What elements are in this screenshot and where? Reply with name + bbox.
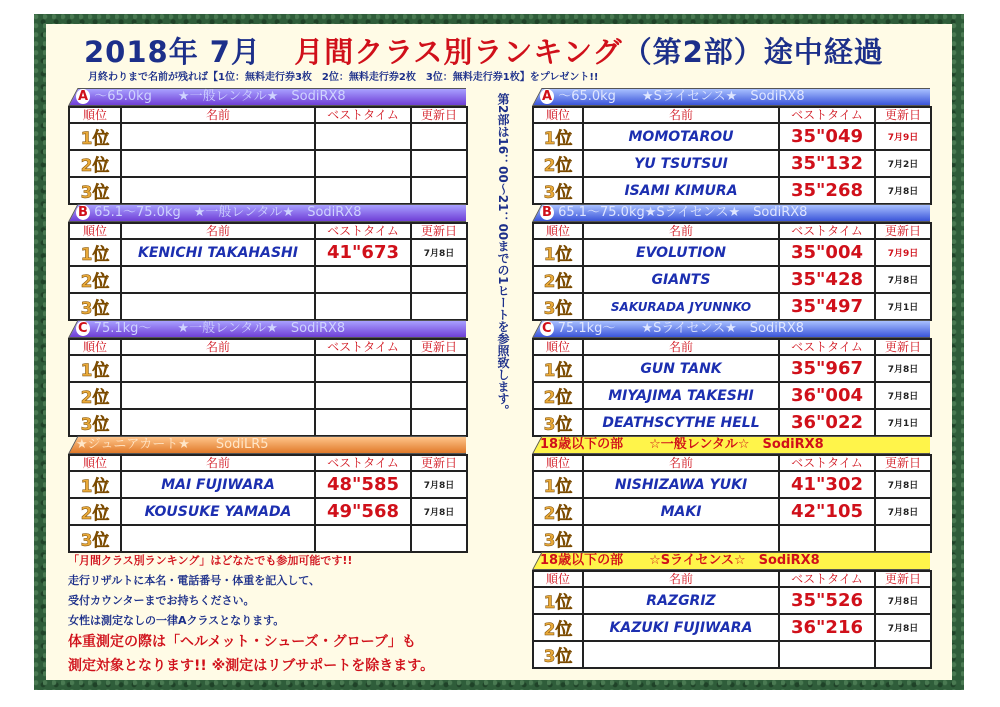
name-cell: MAKI [583,498,779,525]
time-cell: 35"428 [779,266,875,293]
rank-cell: 1位 [533,471,583,498]
notes-block [68,552,508,675]
rank-cell: 2位 [533,150,583,177]
class-header [68,320,466,338]
panel-right-under18-license [532,552,930,669]
table-row [69,266,467,293]
ranking-table [68,454,468,553]
name-cell: ISAMI KIMURA [583,177,779,204]
name-cell: MAI FUJIWARA [121,471,315,498]
col-best: ベストタイム [779,223,875,239]
col-rank: 順位 [533,455,583,471]
date-cell: 7月1日 [875,409,931,436]
table-row [69,123,467,150]
date-cell [411,355,467,382]
date-cell [411,177,467,204]
col-best: ベストタイム [315,223,411,239]
rank-cell: 3位 [69,293,121,320]
time-cell: 36"216 [779,614,875,641]
time-cell [315,123,411,150]
name-cell [121,177,315,204]
col-rank: 順位 [533,339,583,355]
name-cell: SAKURADA JYUNNKO [583,293,779,320]
name-cell: KAZUKI FUJIWARA [583,614,779,641]
rank-cell: 1位 [69,123,121,150]
date-cell: 7月1日 [875,293,931,320]
col-updated: 更新日 [411,107,467,123]
date-cell: 7月8日 [875,587,931,614]
date-cell [411,409,467,436]
table-header [69,339,467,355]
table-row [69,239,467,266]
date-cell: 7月2日 [875,150,931,177]
rank-cell: 1位 [533,587,583,614]
col-name: 名前 [121,455,315,471]
name-cell: KOUSUKE YAMADA [121,498,315,525]
table-row [69,409,467,436]
name-cell [121,150,315,177]
date-cell: 7月8日 [411,239,467,266]
class-title: 18歳以下の部 ☆一般レンタル☆ SodiRX8 [540,437,824,452]
table-header [69,107,467,123]
note-line: 受付カウンターまでお持ちください。 [68,594,255,607]
panel-right-a [532,88,930,205]
col-best: ベストタイム [779,455,875,471]
class-header [532,88,930,106]
panel-right-b [532,204,930,321]
time-cell: 35"132 [779,150,875,177]
rank-cell: 2位 [533,266,583,293]
time-cell: 42"105 [779,498,875,525]
col-name: 名前 [121,107,315,123]
rank-cell: 3位 [69,177,121,204]
title-date: 2018年 7月 [84,35,261,69]
date-cell: 7月8日 [875,266,931,293]
name-cell: EVOLUTION [583,239,779,266]
time-cell: 35"526 [779,587,875,614]
date-cell: 7月9日 [875,239,931,266]
date-cell [411,293,467,320]
rank-cell: 1位 [69,355,121,382]
table-row [69,177,467,204]
table-header [533,571,931,587]
name-cell: RAZGRIZ [583,587,779,614]
page-title [84,30,884,71]
col-rank: 順位 [533,571,583,587]
note-line: 「月間クラス別ランキング」はどなたでも参加可能です!! [68,554,353,567]
rank-cell: 3位 [69,409,121,436]
col-name: 名前 [583,455,779,471]
note-line: 測定対象となります!! ※測定はリブサポートを除きます。 [68,658,435,674]
class-letter: B [78,205,88,220]
date-cell [411,150,467,177]
table-row [533,498,931,525]
name-cell [583,641,779,668]
note-line: 体重測定の際は「ヘルメット・シューズ・グローブ」も [68,634,416,650]
title-suffix: （第2部）途中経過 [622,35,884,69]
col-updated: 更新日 [875,107,931,123]
rank-cell: 2位 [533,614,583,641]
col-rank: 順位 [69,223,121,239]
class-title: ～65.0kg ★Sライセンス★ SodiRX8 [558,89,805,104]
col-updated: 更新日 [875,455,931,471]
time-cell [779,525,875,552]
table-header [533,339,931,355]
col-rank: 順位 [533,107,583,123]
rank-cell: 1位 [533,239,583,266]
ranking-table [532,454,932,553]
class-header [532,204,930,222]
rank-cell: 3位 [533,177,583,204]
col-best: ベストタイム [315,107,411,123]
name-cell [121,525,315,552]
rank-cell: 3位 [533,409,583,436]
table-header [69,223,467,239]
ranking-table [532,338,932,437]
name-cell: YU TSUTSUI [583,150,779,177]
time-cell [315,382,411,409]
table-row [69,355,467,382]
table-row [69,382,467,409]
date-cell: 7月8日 [875,614,931,641]
col-best: ベストタイム [779,571,875,587]
table-row [69,293,467,320]
table-row [533,641,931,668]
class-title: 75.1kg～ ★Sライセンス★ SodiRX8 [557,321,805,336]
panel-right-c [532,320,930,437]
time-cell: 36"022 [779,409,875,436]
ranking-table [68,222,468,321]
col-updated: 更新日 [875,339,931,355]
name-cell [121,409,315,436]
name-cell: GIANTS [583,266,779,293]
table-row [533,525,931,552]
note-line: 走行リザルトに本名・電話番号・体重を記入して、 [68,574,321,587]
class-header [68,436,466,454]
rank-cell: 1位 [69,239,121,266]
col-updated: 更新日 [411,455,467,471]
name-cell [121,355,315,382]
table-header [533,455,931,471]
name-cell: DEATHSCYTHE HELL [583,409,779,436]
date-cell: 7月8日 [875,498,931,525]
date-cell [875,525,931,552]
class-title: ～65.0kg ★一般レンタル★ SodiRX8 [94,89,346,104]
date-cell: 7月9日 [875,123,931,150]
name-cell: MOMOTAROU [583,123,779,150]
name-cell [121,266,315,293]
time-cell: 35"049 [779,123,875,150]
time-cell: 41"302 [779,471,875,498]
date-cell [875,641,931,668]
note-line: 女性は測定なしの一律Aクラスとなります。 [68,614,285,627]
panel-right-under18-rental [532,436,930,553]
col-updated: 更新日 [875,571,931,587]
table-row [533,471,931,498]
ranking-table [68,338,468,437]
rank-cell: 3位 [533,641,583,668]
prize-note: 月終わりまで名前が残れば【1位：無料走行券3枚 2位：無料走行券2枚 3位：無料走行券1枚】をプレゼント!! [88,72,599,83]
heat-note: 第2部は16：00〜21：00までの1ヒートを参照致します。 [496,93,510,417]
rank-cell: 2位 [533,382,583,409]
table-row [533,587,931,614]
class-letter: A [78,89,89,104]
table-row [533,150,931,177]
ranking-table [68,106,468,205]
name-cell [121,123,315,150]
panel-left-c [68,320,466,437]
rank-cell: 2位 [69,498,121,525]
class-title: 18歳以下の部 ☆Sライセンス☆ SodiRX8 [540,553,820,568]
date-cell [411,382,467,409]
time-cell [315,525,411,552]
class-title: 75.1kg～ ★一般レンタル★ SodiRX8 [93,321,346,336]
rank-cell: 3位 [533,525,583,552]
table-row [533,123,931,150]
date-cell: 7月8日 [875,471,931,498]
ranking-table [532,570,932,669]
table-row [533,177,931,204]
col-updated: 更新日 [411,223,467,239]
col-name: 名前 [583,339,779,355]
date-cell [411,266,467,293]
table-row [69,150,467,177]
col-updated: 更新日 [411,339,467,355]
date-cell: 7月8日 [875,382,931,409]
time-cell: 35"967 [779,355,875,382]
date-cell [411,123,467,150]
table-row [533,409,931,436]
time-cell: 36"004 [779,382,875,409]
date-cell: 7月8日 [411,471,467,498]
col-updated: 更新日 [875,223,931,239]
col-best: ベストタイム [779,339,875,355]
time-cell: 35"004 [779,239,875,266]
class-letter: A [542,89,553,104]
table-row [69,471,467,498]
panel-left-junior [68,436,466,553]
col-best: ベストタイム [315,339,411,355]
col-rank: 順位 [69,339,121,355]
name-cell: NISHIZAWA YUKI [583,471,779,498]
time-cell: 35"268 [779,177,875,204]
class-header [532,436,930,454]
col-name: 名前 [121,223,315,239]
time-cell [315,177,411,204]
col-rank: 順位 [69,455,121,471]
rank-cell: 1位 [533,123,583,150]
table-row [533,293,931,320]
table-header [533,223,931,239]
table-row [533,355,931,382]
class-title: 65.1～75.0kg ★一般レンタル★ SodiRX8 [94,205,362,220]
date-cell: 7月8日 [875,177,931,204]
date-cell: 7月8日 [875,355,931,382]
date-cell: 7月8日 [411,498,467,525]
table-row [69,498,467,525]
panel-left-b [68,204,466,321]
table-row [533,382,931,409]
time-cell: 35"497 [779,293,875,320]
name-cell [121,293,315,320]
rank-cell: 2位 [69,150,121,177]
class-title: 65.1～75.0kg★Sライセンス★ SodiRX8 [558,205,808,220]
col-rank: 順位 [69,107,121,123]
col-name: 名前 [583,107,779,123]
table-row [533,614,931,641]
name-cell [121,382,315,409]
time-cell: 41"673 [315,239,411,266]
ranking-table [532,222,932,321]
time-cell [315,150,411,177]
ranking-table [532,106,932,205]
class-title: ★ジュニアカート★ SodiLR5 [76,437,269,452]
class-header [68,204,466,222]
col-name: 名前 [121,339,315,355]
class-header [532,552,930,570]
time-cell [315,266,411,293]
rank-cell: 3位 [69,525,121,552]
rank-cell: 2位 [533,498,583,525]
panel-left-a [68,88,466,205]
col-name: 名前 [583,223,779,239]
date-cell [411,525,467,552]
time-cell [315,293,411,320]
rank-cell: 1位 [69,471,121,498]
table-header [69,455,467,471]
time-cell [779,641,875,668]
title-main: 月間クラス別ランキング [294,35,623,69]
time-cell [315,409,411,436]
col-best: ベストタイム [779,107,875,123]
time-cell: 48"585 [315,471,411,498]
name-cell [583,525,779,552]
name-cell: MIYAJIMA TAKESHI [583,382,779,409]
rank-cell: 2位 [69,266,121,293]
class-header [68,88,466,106]
name-cell: KENICHI TAKAHASHI [121,239,315,266]
class-letter: C [78,321,88,336]
table-header [533,107,931,123]
rank-cell: 2位 [69,382,121,409]
time-cell: 49"568 [315,498,411,525]
class-letter: B [542,205,552,220]
col-rank: 順位 [533,223,583,239]
class-header [532,320,930,338]
time-cell [315,355,411,382]
table-row [533,239,931,266]
col-name: 名前 [583,571,779,587]
rank-cell: 3位 [533,293,583,320]
name-cell: GUN TANK [583,355,779,382]
table-row [69,525,467,552]
class-letter: C [542,321,552,336]
col-best: ベストタイム [315,455,411,471]
rank-cell: 1位 [533,355,583,382]
table-row [533,266,931,293]
